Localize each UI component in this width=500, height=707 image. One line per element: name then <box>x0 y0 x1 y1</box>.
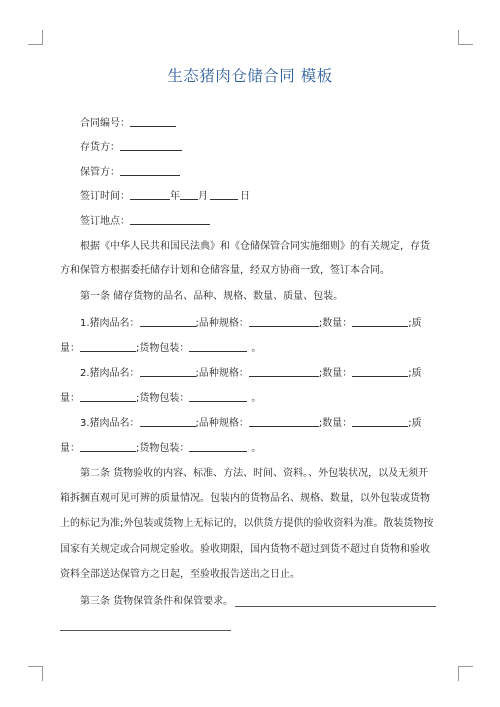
article-3-fill-line-2 <box>60 630 231 631</box>
item-1-end: 。 <box>251 343 262 354</box>
item-2-variety-label: ;品种规格： <box>195 368 249 379</box>
year-label: 年 <box>170 191 180 202</box>
item-2-packaging-label: ;货物包装： <box>136 393 190 404</box>
article-2-line-1: 第二条 货物验收的内容、标准、方法、时间、资料。、外包装状况，以及无须开 <box>80 468 429 479</box>
crop-mark-top-right <box>458 30 473 45</box>
month-blank <box>180 189 198 200</box>
contract-number-field <box>80 116 440 131</box>
item-3-variety-label: ;品种规格： <box>195 418 249 429</box>
article-1-heading: 第一条 储存货物的品名、品种、规格、数量、质量、包装。 <box>80 291 344 302</box>
item-2-quantity-label: ;数量： <box>318 368 353 379</box>
item-2-quality-blank <box>80 391 136 402</box>
intro-line-2: 方和保管方根据委托储存计划和仓储容量，经双方协商一致，签订本合同。 <box>60 265 390 276</box>
item-3-quality-blank <box>80 441 136 452</box>
item-2-variety-blank <box>249 366 319 377</box>
article-2-line-4: 国家有关规定或合同规定验收。验收期限，国内货物不超过到货不超过自货物和验收 <box>60 544 430 555</box>
sign-place-blank <box>130 214 210 225</box>
item-2-quality-label-a: ;质 <box>408 368 422 379</box>
article-2-line-3: 上的标记为准;外包装或货物上无标记的，以供货方提供的验收资料为准。散装货物按 <box>60 518 434 529</box>
item-1-packaging-label: ;货物包装： <box>136 343 190 354</box>
article-2-line-5: 资料全部送达保管方之日起，至验收报告送出之日止。 <box>60 569 300 580</box>
item-3-line-a <box>80 416 440 431</box>
article-2-line-2: 箱拆捆直观可见可辨的质量情况。包装内的货物品名、规格、数量，以外包装或货物 <box>60 493 430 504</box>
sign-time-label: 签订时间： <box>80 191 130 202</box>
item-3-end: 。 <box>251 443 262 454</box>
item-3-name-blank <box>140 416 196 427</box>
year-blank <box>130 189 170 200</box>
document-title: 生态猪肉仓储合同 模板 <box>167 67 333 85</box>
item-1-name-blank <box>140 316 196 327</box>
item-1-quantity-label: ;数量： <box>318 318 353 329</box>
month-label: 月 <box>198 191 208 202</box>
crop-mark-top-left <box>28 30 43 45</box>
depositor-field <box>80 140 440 155</box>
item-1-quality-blank <box>80 341 136 352</box>
item-3-packaging-label: ;货物包装： <box>136 443 190 454</box>
item-3-quantity-blank <box>352 416 408 427</box>
day-blank <box>210 189 238 200</box>
article-3-fill-line-1 <box>235 606 436 607</box>
sign-time-field <box>80 189 440 204</box>
item-2-end: 。 <box>251 393 262 404</box>
item-3-line-b <box>60 441 440 456</box>
intro-line-1: 根据《中华人民共和国民法典》和《仓储保管合同实施细则》的有关规定，存货 <box>80 241 430 252</box>
crop-mark-bottom-left <box>28 666 43 681</box>
item-3-packaging-blank <box>189 441 247 452</box>
contract-number-blank <box>130 116 176 127</box>
custodian-label: 保管方： <box>80 167 120 178</box>
article-3-heading: 第三条 货物保管条件和保管要求。 <box>80 596 234 607</box>
item-2-line-a <box>80 366 440 381</box>
item-1-quality-label-b: 量： <box>60 343 80 354</box>
crop-mark-bottom-right <box>458 666 473 681</box>
day-label: 日 <box>240 191 250 202</box>
item-1-variety-label: ;品种规格： <box>195 318 249 329</box>
item-3-variety-blank <box>249 416 319 427</box>
item-1-line-b <box>60 341 440 356</box>
item-3-name-label: 3.猪肉品名： <box>80 418 140 429</box>
contract-number-label: 合同编号： <box>80 118 130 129</box>
item-1-quality-label-a: ;质 <box>408 318 422 329</box>
sign-place-label: 签订地点： <box>80 216 130 227</box>
depositor-blank <box>120 140 182 151</box>
depositor-label: 存货方： <box>80 142 120 153</box>
item-3-quality-label-a: ;质 <box>408 418 422 429</box>
item-1-line-a <box>80 316 440 331</box>
custodian-blank <box>120 165 180 176</box>
item-2-packaging-blank <box>189 391 247 402</box>
item-3-quantity-label: ;数量： <box>318 418 353 429</box>
item-2-name-label: 2.猪肉品名： <box>80 368 140 379</box>
item-2-quality-label-b: 量： <box>60 393 80 404</box>
item-1-quantity-blank <box>352 316 408 327</box>
sign-place-field <box>80 214 440 229</box>
item-1-variety-blank <box>249 316 319 327</box>
item-2-line-b <box>60 391 440 406</box>
custodian-field <box>80 165 440 180</box>
item-3-quality-label-b: 量： <box>60 443 80 454</box>
item-1-packaging-blank <box>189 341 247 352</box>
item-1-name-label: 1.猪肉品名： <box>80 318 140 329</box>
item-2-quantity-blank <box>352 366 408 377</box>
item-2-name-blank <box>140 366 196 377</box>
